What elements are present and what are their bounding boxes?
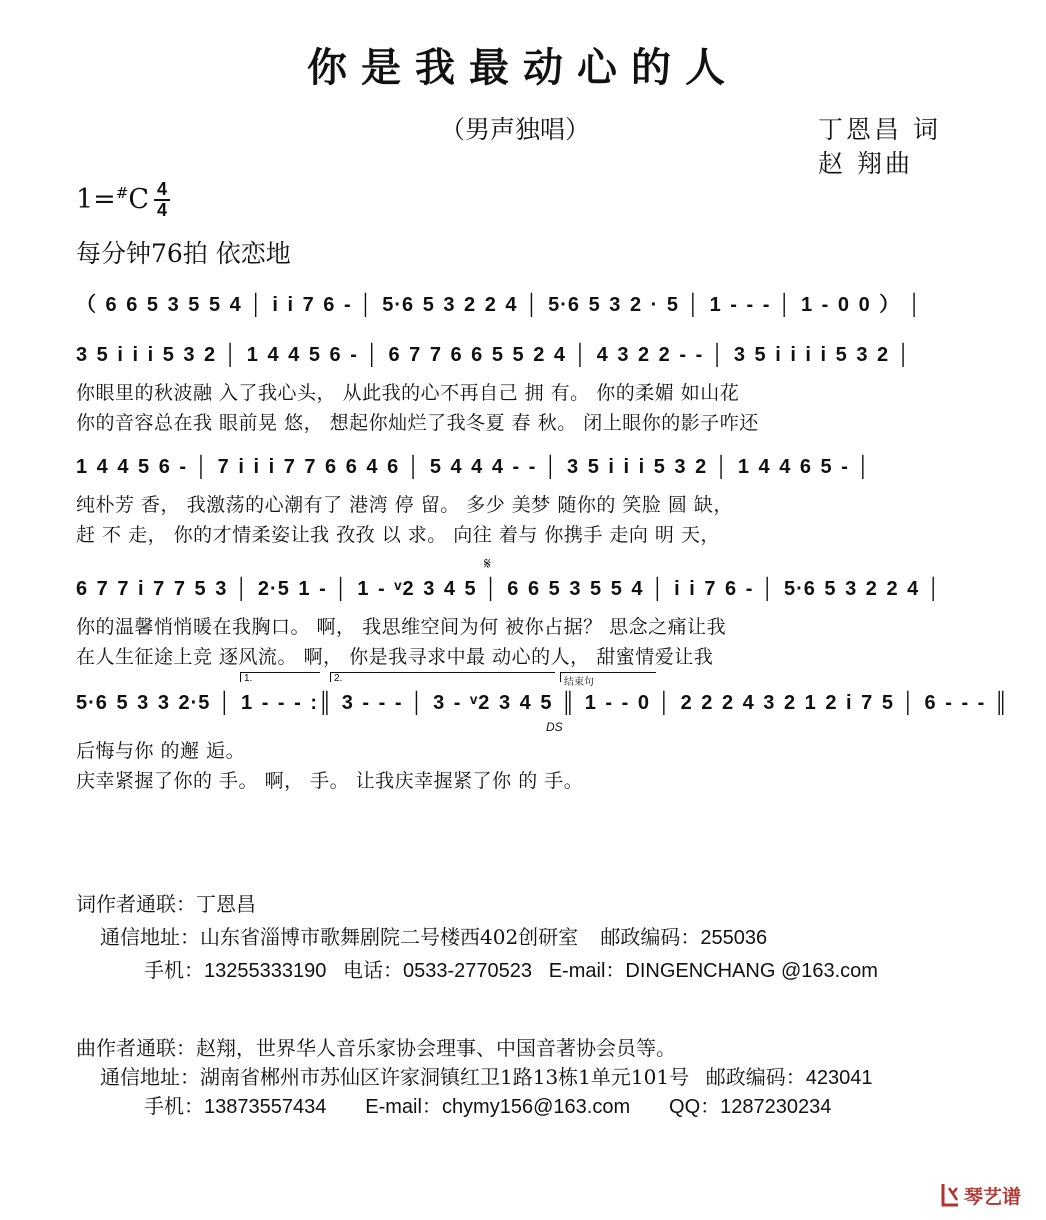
- lyricist-email: DINGENCHANG @163.com: [625, 960, 878, 982]
- brand-logo-text: 琴艺谱: [964, 1186, 1022, 1208]
- lyricist-tel: 0533-2770523: [403, 960, 533, 982]
- composer-contact-line: [76, 1032, 676, 1061]
- lyric-line-4b: 在人生征途上竞 逐风流。 啊， 你是我寻求中最 动心的人， 甜蜜情爱让我: [76, 646, 714, 668]
- lyricist-mobile-label: 手机：: [144, 958, 204, 982]
- composer-email-label: E-mail：: [365, 1096, 442, 1118]
- lyricist-contact-name: 丁恩昌: [196, 892, 256, 916]
- segno-mark: 𝄋: [484, 554, 491, 573]
- lyricist-address: 山东省淄博市歌舞剧院二号楼西402创研室: [200, 925, 579, 949]
- lyric-line-3b: 赶 不 走， 你的才情柔姿让我 孜孜 以 求。 向往 着与 你携手 走向 明 天，: [76, 524, 720, 546]
- lyricist-address-label: 通信地址：: [100, 925, 200, 949]
- composer-address-line: [100, 1061, 873, 1090]
- lyric-line-3a: 纯朴芳 香， 我激荡的心潮有了 港湾 停 留。 多少 美梦 随你的 笑脸 圆 缺，: [76, 494, 733, 516]
- lyric-line-5a: 后悔与你 的邂 逅。: [76, 740, 246, 762]
- volta-1-label: 1.: [244, 673, 253, 684]
- lyricist-contact-label: 词作者通联：: [76, 892, 196, 916]
- lyricist-phone-line: [144, 954, 878, 983]
- composer-postcode-label: 邮政编码：: [705, 1065, 806, 1089]
- lyric-line-4a: 你的温馨悄悄暖在我胸口。 啊， 我思维空间为何 被你占据？ 思念之痛让我: [76, 616, 727, 638]
- key-prefix: 1=: [76, 184, 116, 215]
- volta-2-edge: [330, 672, 331, 682]
- key-sharp: #: [115, 184, 129, 202]
- composer-mobile-label: 手机：: [144, 1094, 204, 1118]
- lyricist-postcode-label: 邮政编码：: [600, 925, 701, 949]
- score-line-3: 1 4 4 5 6 - │ 7 i i i 7 7 6 6 4 6 │ 5 4 4 4 - - │ 3 5 i i i 5 3 2 │ 1 4 4 6 5 - │: [76, 456, 871, 478]
- time-signature: [154, 180, 170, 220]
- composer-address-label: 通信地址：: [100, 1065, 200, 1089]
- lyricist-contact-line: [76, 888, 256, 917]
- lyricist-tel-label: 电话：: [343, 958, 404, 982]
- key-signature: [76, 184, 149, 215]
- score-line-4: 6 7 7 i 7 7 5 3 │ 2·5 1 - │ 1 - ᵛ2 3 4 5 │ 6 6 5 3 5 5 4 │ i i 7 6 - │ 5·6 5 3 2 2 4 │: [76, 578, 942, 600]
- page-title: 你是我最动心的人: [307, 44, 739, 91]
- coda-label: 结束句: [564, 677, 594, 688]
- score-line-5: 5·6 5 3 3 2·5 │ 1 - - - :║ 3 - - - │ 3 - ᵛ2 3 4 5 ║ 1 - - 0 │ 2 2 2 4 3 2 1 2 i 7 5 │ 6 - - - ║: [76, 692, 1010, 714]
- time-bottom: 4: [154, 199, 170, 220]
- ds-mark: DS: [546, 720, 563, 734]
- tempo-marking: 每分钟76拍 依恋地: [76, 239, 291, 268]
- composer-email: chymy156@163.com: [441, 1096, 631, 1118]
- lyricist-credit: 丁恩昌 词: [818, 115, 941, 144]
- lyricist-postcode: 255036: [700, 927, 768, 949]
- lyricist-mobile: 13255333190: [204, 960, 327, 982]
- lyric-line-2a: 你眼里的秋波融 入了我心头， 从此我的心不再自己 拥 有。 你的柔媚 如山花: [76, 382, 740, 404]
- lyric-line-5b: 庆幸紧握了你的 手。 啊， 手。 让我庆幸握紧了你 的 手。: [76, 770, 584, 792]
- volta-2-bracket: [330, 672, 555, 673]
- composer-contact-label: 曲作者通联：: [76, 1036, 196, 1060]
- lyricist-address-line: [100, 921, 767, 950]
- lyricist-email-label: E-mail：: [548, 960, 626, 982]
- composer-postcode: 423041: [805, 1067, 873, 1089]
- composer-address: 湖南省郴州市苏仙区许家洞镇红卫1路13栋1单元101号: [200, 1065, 690, 1089]
- composer-mobile: 13873557434: [204, 1096, 327, 1118]
- key-note: C: [128, 184, 150, 215]
- score-line-2: 3 5 i i i 5 3 2 │ 1 4 4 5 6 - │ 6 7 7 6 6 5 5 2 4 │ 4 3 2 2 - - │ 3 5 i i i i 5 3 2 │: [76, 344, 912, 366]
- lyric-line-2b: 你的音容总在我 眼前晃 悠， 想起你灿烂了我冬夏 春 秋。 闭上眼你的影子咋还: [76, 412, 759, 434]
- brand-logo: [940, 1180, 1034, 1210]
- volta-1-edge: [240, 672, 241, 682]
- time-top: 4: [156, 179, 167, 199]
- volta-2-label: 2.: [334, 673, 343, 684]
- composer-credit: 赵 翔曲: [818, 149, 913, 178]
- score-line-1: （ 6 6 5 3 5 5 4 │ i i 7 6 - │ 5·6 5 3 2 2 4 │ 5·6 5 3 2 · 5 │ 1 - - - │ 1 - 0 0 ） │: [76, 294, 923, 316]
- composer-qq-label: QQ：: [669, 1096, 721, 1118]
- music-logo-icon: [943, 1184, 958, 1205]
- composer-info: 赵翔，世界华人音乐家协会理事、中国音著协会员等。: [196, 1036, 676, 1060]
- coda-edge: [560, 672, 561, 682]
- composer-qq: 1287230234: [720, 1096, 832, 1118]
- composer-phone-line: [144, 1090, 831, 1119]
- song-subtitle: （男声独唱）: [440, 115, 591, 144]
